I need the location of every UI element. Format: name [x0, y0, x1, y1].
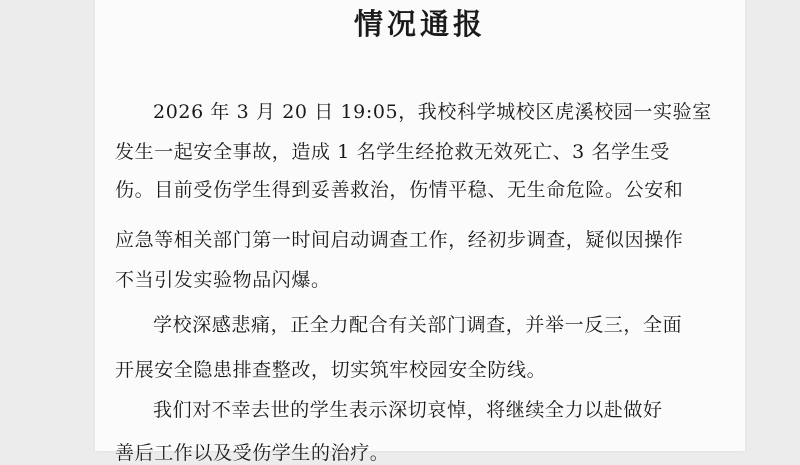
paragraph-3-line-1: 我们对不幸去世的学生表示深切哀悼，将继续全力以赴做好	[153, 399, 663, 421]
paragraph-1-line-5: 不当引发实验物品闪爆。	[115, 269, 331, 291]
paragraph-3-line-2: 善后工作以及受伤学生的治疗。	[115, 442, 390, 464]
paragraph-1-line-4: 应急等相关部门第一时间启动调查工作，经初步调查，疑似因操作	[115, 229, 684, 251]
paragraph-2-line-1: 学校深感悲痛，正全力配合有关部门调查，并举一反三，全面	[153, 314, 683, 336]
paragraph-1-line-3: 伤。目前受伤学生得到妥善救治，伤情平稳、无生命危险。公安和	[115, 179, 684, 201]
paragraph-1-line-2: 发生一起安全事故，造成 1 名学生经抢救无效死亡、3 名学生受	[115, 141, 670, 163]
paragraph-1-line-1: 2026 年 3 月 20 日 19:05，我校科学城校区虎溪校园一实验室	[153, 101, 712, 123]
document-title: 情况通报	[353, 7, 486, 41]
document-page	[95, 0, 745, 464]
paragraph-2-line-2: 开展安全隐患排查整改，切实筑牢校园安全防线。	[115, 359, 547, 381]
